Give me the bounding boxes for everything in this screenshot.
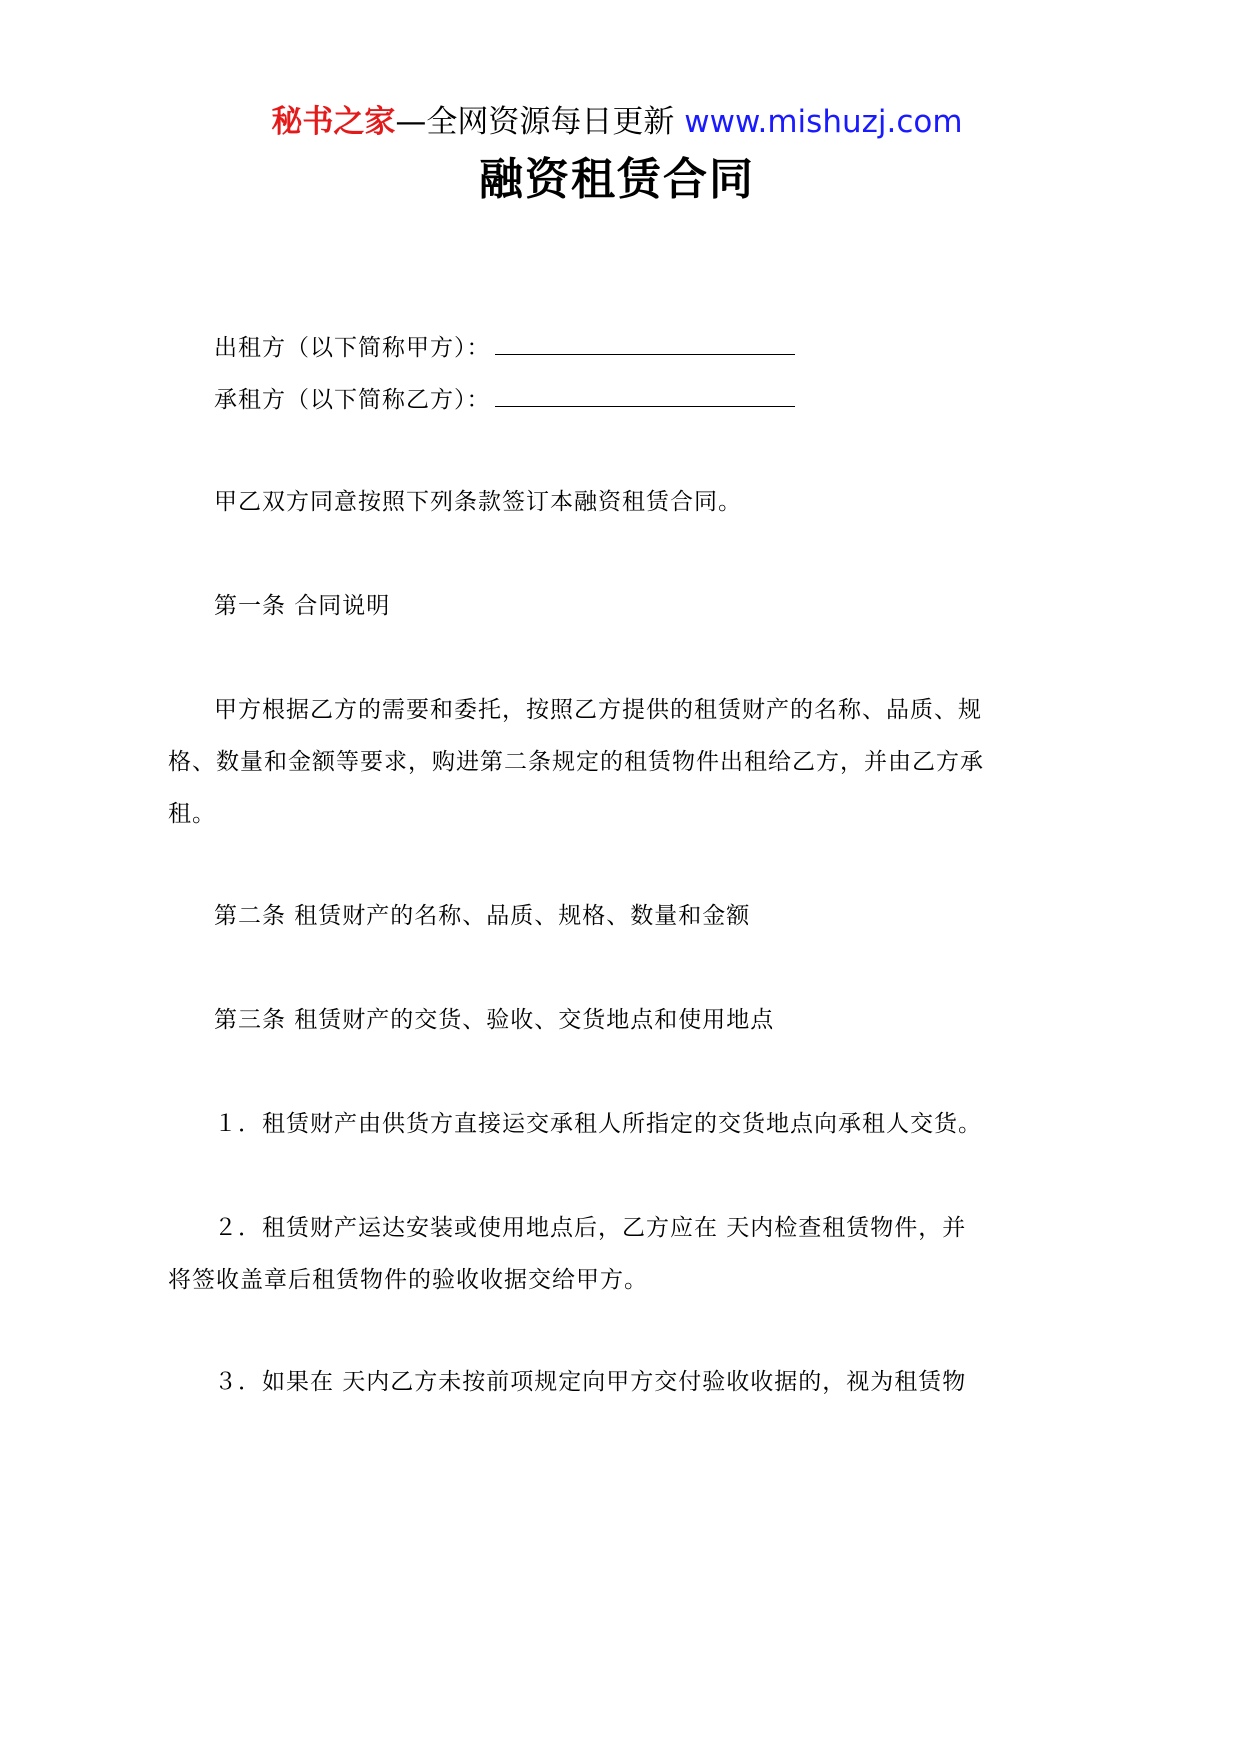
article3-item-2-line: ２．租赁财产运达安装或使用地点后，乙方应在 天内检查租赁物件，并 — [214, 1215, 967, 1241]
site-url-link[interactable]: www.mishuzj.com — [684, 104, 963, 140]
site-banner — [0, 102, 1234, 142]
lessee-label: 承租方（以下简称乙方）： — [214, 387, 491, 413]
banner-tagline: —全网资源每日更新 — [395, 104, 675, 140]
brand-name: 秘书之家 — [271, 104, 396, 140]
lessor-label: 出租方（以下简称甲方）： — [214, 335, 491, 361]
document-title: 融资租赁合同 — [479, 154, 755, 205]
article1-heading: 第一条 合同说明 — [214, 593, 391, 619]
lessor-line — [214, 330, 795, 364]
article3-item-1: １．租赁财产由供货方直接运交承租人所指定的交货地点向承租人交货。 — [214, 1111, 982, 1137]
article1-body-line: 租。 — [168, 801, 216, 827]
intro-paragraph: 甲乙双方同意按照下列条款签订本融资租赁合同。 — [214, 489, 742, 515]
article3-heading: 第三条 租赁财产的交货、验收、交货地点和使用地点 — [214, 1007, 775, 1033]
article3-item-3-line: ３．如果在 天内乙方未按前项规定向甲方交付验收收据的，视为租赁物 — [214, 1369, 967, 1395]
article1-body-line: 格、数量和金额等要求，购进第二条规定的租赁物件出租给乙方，并由乙方承 — [168, 749, 984, 775]
article3-item-2-line: 将签收盖章后租赁物件的验收收据交给甲方。 — [168, 1267, 648, 1293]
lessee-line — [214, 382, 795, 416]
article1-body-line: 甲方根据乙方的需要和委托，按照乙方提供的租赁财产的名称、品质、规 — [214, 697, 982, 723]
lessor-blank-field[interactable] — [495, 330, 795, 355]
lessee-blank-field[interactable] — [495, 382, 795, 407]
article2-heading: 第二条 租赁财产的名称、品质、规格、数量和金额 — [214, 903, 751, 929]
